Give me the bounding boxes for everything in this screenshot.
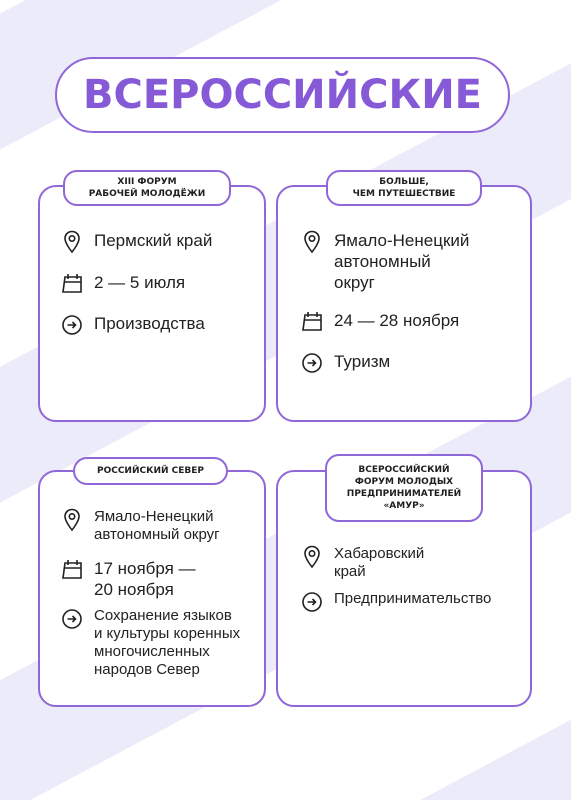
event-card-2-dates bbox=[300, 310, 459, 334]
tag-line: БОЛЬШЕ, bbox=[379, 177, 429, 187]
event-card-3-location bbox=[60, 508, 220, 544]
event-card-3-dates bbox=[60, 558, 196, 600]
tag-line: XIII ФОРУМ bbox=[117, 177, 177, 187]
arrow-circle-icon bbox=[300, 590, 324, 614]
tag-line: ЧЕМ ПУТЕШЕСТВИЕ bbox=[352, 189, 456, 199]
event-card-2-location bbox=[300, 230, 469, 293]
direction-text: Предпринимательство bbox=[334, 590, 492, 607]
direction-text: Производства bbox=[94, 314, 205, 333]
event-card-3-tag bbox=[73, 457, 228, 485]
event-card-1-location bbox=[60, 230, 212, 254]
dates-text: 17 ноября — 20 ноября bbox=[94, 559, 196, 599]
tag-line: РОССИЙСКИЙ СЕВЕР bbox=[96, 466, 205, 476]
map-pin-icon bbox=[300, 545, 324, 569]
event-card-2 bbox=[276, 185, 532, 422]
page-title-pill bbox=[55, 57, 510, 133]
arrow-circle-icon bbox=[60, 607, 84, 631]
dates-text: 24 — 28 ноября bbox=[334, 311, 460, 330]
calendar-icon bbox=[300, 310, 324, 334]
event-card-1 bbox=[38, 185, 266, 422]
arrow-circle-icon bbox=[60, 313, 84, 337]
arrow-circle-icon bbox=[300, 351, 324, 375]
event-card-2-direction bbox=[300, 351, 390, 375]
tag-line: ФОРУМ МОЛОДЫХ bbox=[354, 477, 454, 487]
tag-line: ПРЕДПРИНИМАТЕЛЕЙ bbox=[346, 489, 462, 499]
event-card-4-tag bbox=[325, 454, 483, 522]
map-pin-icon bbox=[60, 230, 84, 254]
direction-text: Туризм bbox=[334, 352, 391, 371]
event-card-1-tag bbox=[63, 170, 231, 206]
location-text: Хабаровский край bbox=[334, 545, 425, 580]
page-title: ВСЕРОССИЙСКИЕ bbox=[82, 72, 482, 118]
location-text: Ямало-Ненецкий автономный округ bbox=[94, 508, 220, 543]
location-text: Пермский край bbox=[94, 231, 213, 250]
tag-line: РАБОЧЕЙ МОЛОДЁЖИ bbox=[88, 189, 206, 199]
event-card-2-tag bbox=[326, 170, 482, 206]
map-pin-icon bbox=[300, 230, 324, 254]
tag-line: «АМУР» bbox=[383, 501, 425, 511]
dates-text: 2 — 5 июля bbox=[94, 273, 186, 292]
calendar-icon bbox=[60, 558, 84, 582]
calendar-icon bbox=[60, 272, 84, 296]
event-card-4-location bbox=[300, 545, 424, 581]
event-card-4-direction bbox=[300, 590, 491, 614]
tag-line: ВСЕРОССИЙСКИЙ bbox=[358, 465, 450, 475]
event-card-3-direction bbox=[60, 607, 240, 679]
event-card-1-dates bbox=[60, 272, 185, 296]
map-pin-icon bbox=[60, 508, 84, 532]
event-card-1-direction bbox=[60, 313, 205, 337]
location-text: Ямало-Ненецкий автономный округ bbox=[334, 231, 470, 292]
direction-text: Сохранение языков и культуры коренных многочисленных народов Север bbox=[94, 607, 241, 678]
